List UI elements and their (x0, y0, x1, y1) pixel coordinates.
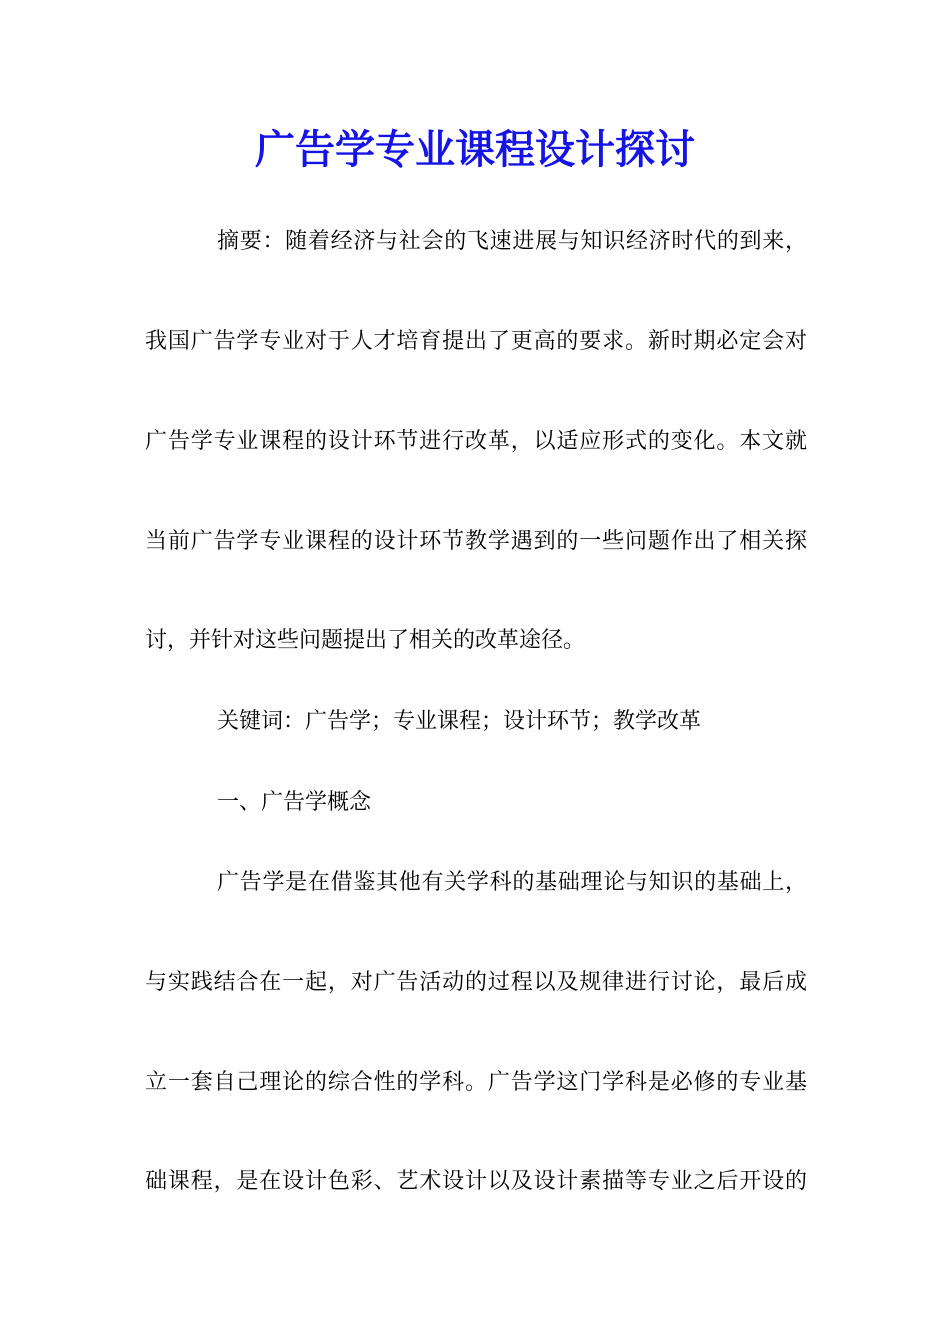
body-line-1: 广告学是在借鉴其他有关学科的基础理论与知识的基础上， (217, 870, 807, 895)
abstract-line-3: 广告学专业课程的设计环节进行改革，以适应形式的变化。本文就 (145, 429, 807, 454)
body-line-4: 础课程，是在设计色彩、艺术设计以及设计素描等专业之后开设的 (145, 1169, 807, 1194)
body-line-2: 与实践结合在一起，对广告活动的过程以及规律进行讨论，最后成 (145, 970, 807, 995)
body-line-3: 立一套自己理论的综合性的学科。广告学这门学科是必修的专业基 (145, 1070, 807, 1095)
abstract-line-2: 我国广告学专业对于人才培育提出了更高的要求。新时期必定会对 (145, 329, 807, 354)
abstract-line-1: 摘要：随着经济与社会的飞速进展与知识经济时代的到来， (217, 229, 807, 254)
abstract-line-5: 讨，并针对这些问题提出了相关的改革途径。 (145, 628, 586, 653)
document-title: 广告学专业课程设计探讨 (255, 126, 695, 173)
section-heading-1: 一、广告学概念 (217, 790, 372, 815)
keywords-line: 关键词：广告学；专业课程；设计环节；教学改革 (217, 709, 702, 734)
abstract-line-4: 当前广告学专业课程的设计环节教学遇到的一些问题作出了相关探 (145, 529, 807, 554)
